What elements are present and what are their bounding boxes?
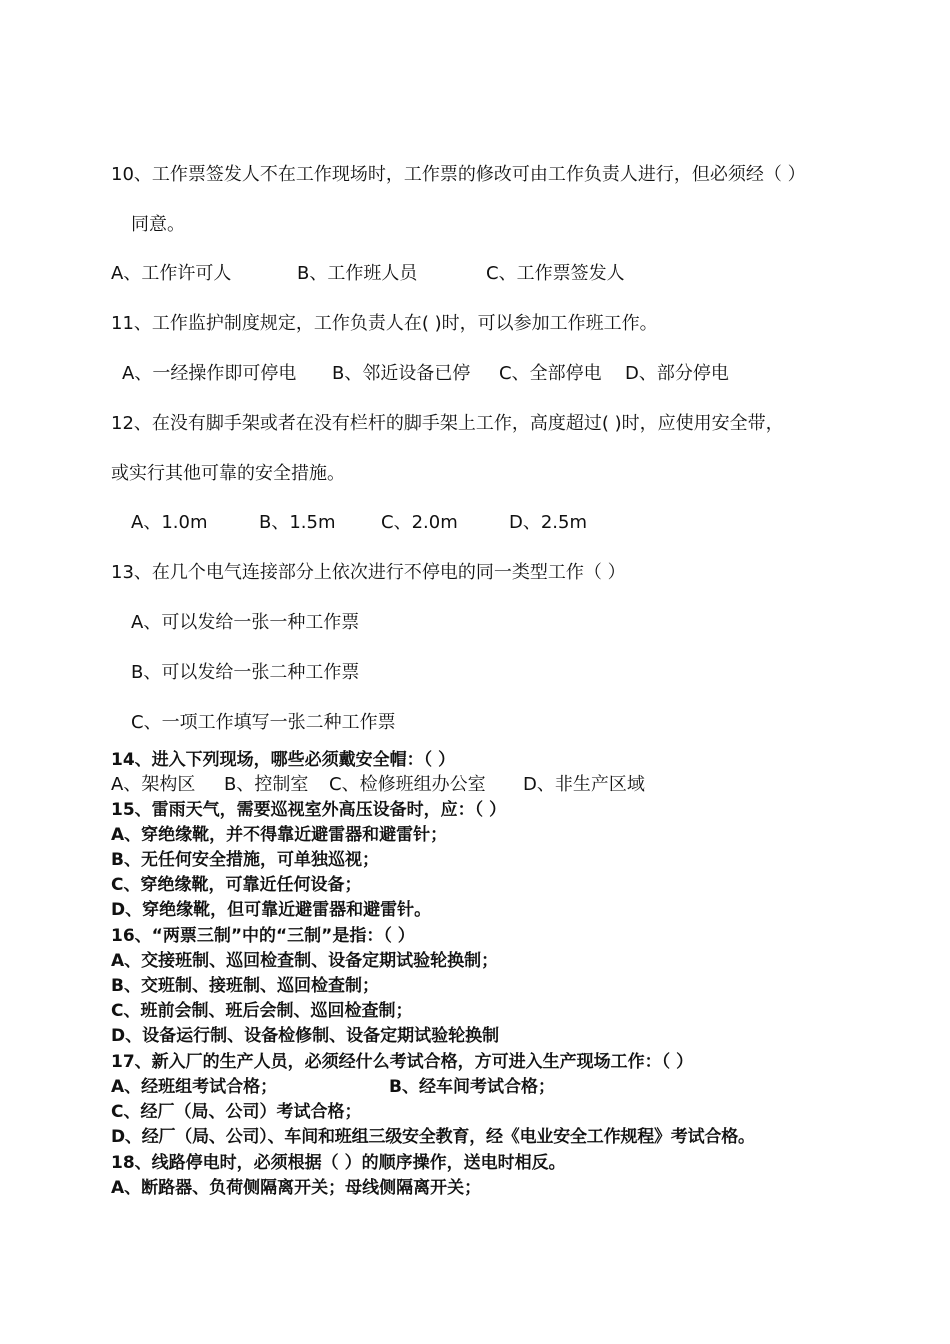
q13-option-b: B、可以发给一张二种工作票 bbox=[131, 662, 360, 683]
q16-option-b: B、交班制、接班制、巡回检查制； bbox=[111, 976, 379, 996]
q16-option-d: D、设备运行制、设备检修制、设备定期试验轮换制 bbox=[111, 1026, 500, 1046]
q14-option-b: B、控制室 bbox=[224, 774, 309, 795]
q11-option-b: B、邻近设备已停 bbox=[332, 363, 471, 384]
q11-option-a: A、一经操作即可停电 bbox=[122, 363, 297, 384]
q15-option-d: D、穿绝缘靴，但可靠近避雷器和避雷针。 bbox=[111, 900, 432, 920]
q14-option-c: C、检修班组办公室 bbox=[329, 774, 486, 795]
q16-question: 16、“两票三制”中的“三制”是指：（ ） bbox=[111, 926, 415, 946]
q17-question: 17、新入厂的生产人员，必须经什么考试合格，方可进入生产现场工作：（ ） bbox=[111, 1052, 694, 1072]
q10-option-a: A、工作许可人 bbox=[111, 263, 232, 284]
q15-option-b: B、无任何安全措施，可单独巡视； bbox=[111, 850, 379, 870]
q11-option-c: C、全部停电 bbox=[499, 363, 602, 384]
q11-question: 11、工作监护制度规定，工作负责人在( )时，可以参加工作班工作。 bbox=[111, 313, 658, 334]
q13-question: 13、在几个电气连接部分上依次进行不停电的同一类型工作（ ） bbox=[111, 562, 626, 583]
q17-options-row bbox=[111, 1076, 555, 1098]
q12-option-a: A、1.0m bbox=[131, 512, 208, 533]
q15-option-a: A、穿绝缘靴，并不得靠近避雷器和避雷针； bbox=[111, 825, 448, 845]
q12-option-b: B、1.5m bbox=[259, 512, 336, 533]
q16-option-c: C、班前会制、班后会制、巡回检查制； bbox=[111, 1001, 413, 1021]
q12-option-c: C、2.0m bbox=[381, 512, 458, 533]
q13-option-a: A、可以发给一张一种工作票 bbox=[131, 612, 360, 633]
q13-option-c: C、一项工作填写一张二种工作票 bbox=[131, 712, 396, 733]
q17-option-d: D、经厂（局、公司）、车间和班组三级安全教育，经《电业安全工作规程》考试合格。 bbox=[111, 1127, 755, 1147]
q18-option-a: A、断路器、负荷侧隔离开关；母线侧隔离开关； bbox=[111, 1178, 482, 1198]
q14-question: 14、进入下列现场，哪些必须戴安全帽：（ ） bbox=[111, 750, 456, 770]
q18-question: 18、线路停电时，必须根据（ ）的顺序操作，送电时相反。 bbox=[111, 1153, 566, 1173]
q10-options bbox=[111, 262, 625, 286]
q17-option-b: B、经车间考试合格； bbox=[389, 1077, 555, 1097]
q11-option-d: D、部分停电 bbox=[625, 363, 729, 384]
q14-options bbox=[111, 773, 645, 797]
q10-option-b: B、工作班人员 bbox=[297, 263, 418, 284]
q12-options bbox=[131, 511, 587, 535]
q11-options bbox=[122, 362, 729, 386]
q12-line1: 12、在没有脚手架或者在没有栏杆的脚手架上工作，高度超过( )时，应使用安全带， bbox=[111, 413, 784, 434]
q14-option-a: A、架构区 bbox=[111, 774, 196, 795]
q14-option-d: D、非生产区域 bbox=[523, 774, 645, 795]
q15-question: 15、雷雨天气，需要巡视室外高压设备时，应：（ ） bbox=[111, 800, 507, 820]
q10-option-c: C、工作票签发人 bbox=[486, 263, 625, 284]
q12-line2: 或实行其他可靠的安全措施。 bbox=[111, 463, 345, 484]
q15-option-c: C、穿绝缘靴，可靠近任何设备； bbox=[111, 875, 362, 895]
q17-option-a: A、经班组考试合格； bbox=[111, 1077, 278, 1097]
q12-option-d: D、2.5m bbox=[509, 512, 588, 533]
q10-line2: 同意。 bbox=[131, 214, 185, 235]
q17-option-c: C、经厂（局、公司）考试合格； bbox=[111, 1102, 362, 1122]
q16-option-a: A、交接班制、巡回检查制、设备定期试验轮换制； bbox=[111, 951, 499, 971]
q10-line1: 10、工作票签发人不在工作现场时，工作票的修改可由工作负责人进行，但必须经（ ） bbox=[111, 164, 806, 185]
